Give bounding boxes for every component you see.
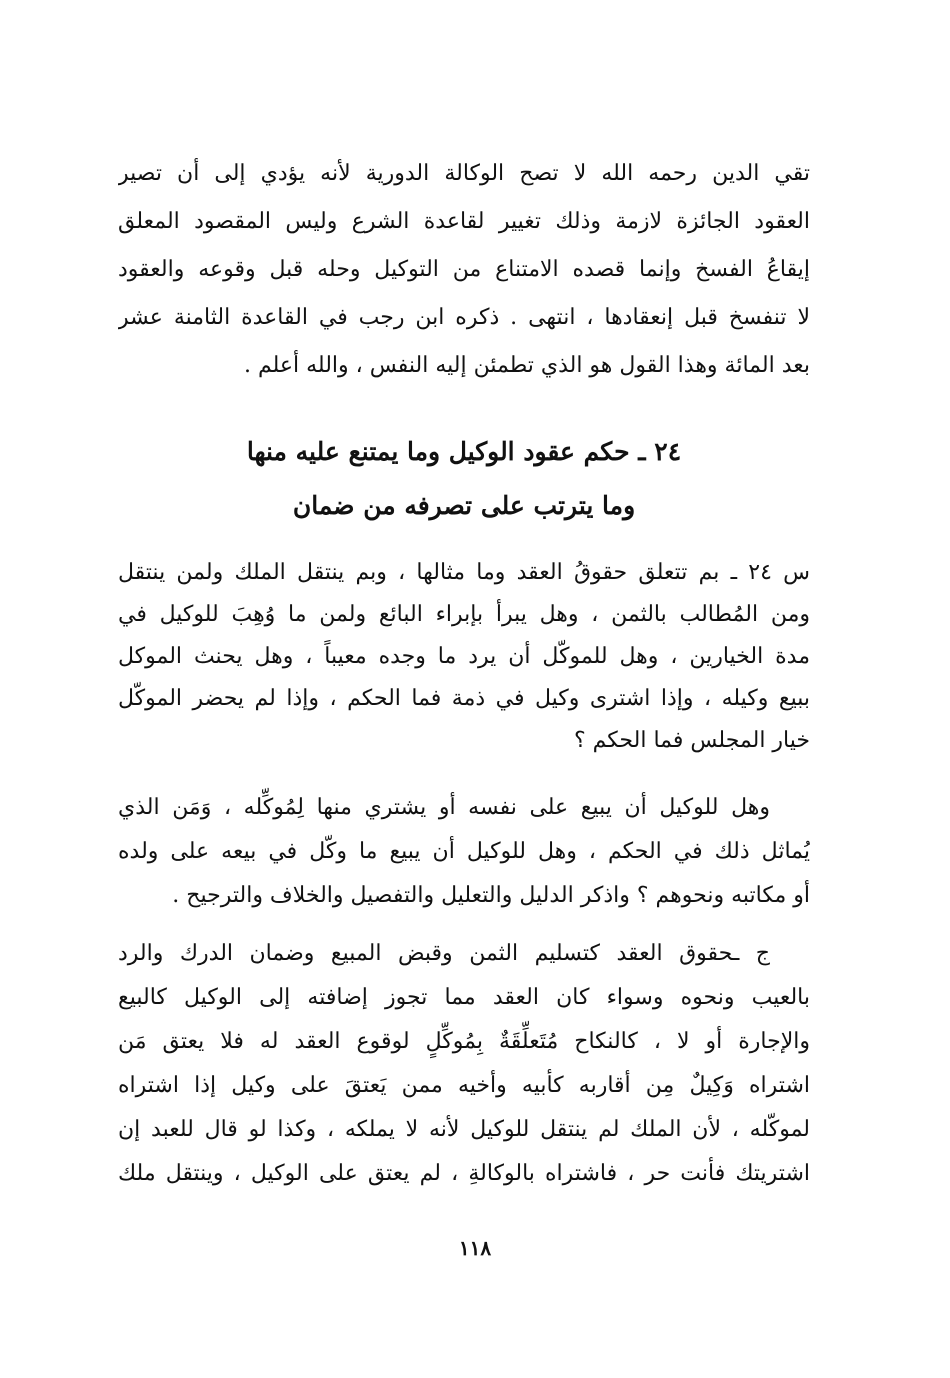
text-line: بعد المائة وهذا القول هو الذي تطمئن إليه النفس ، والله أعلم . [243,353,810,378]
section-heading-line-2: وما يترتب على تصرفه من ضمان [292,491,636,520]
text-line: ومن المُطالب بالثمن ، وهل يبرأ بإبراء البائع ولمن ما وُهِبَ للوكيل في [118,602,810,627]
text-line: بالعيب ونحوه وسواء كان العقد مما تجوز إضافته إلى الوكيل كالبيع [118,985,810,1010]
text-line: تقي الدين رحمه الله لا تصح الوكالة الدورية لأنه يؤدي إلى أن تصير [118,161,810,186]
text-line: يُماثل ذلك في الحكم ، وهل للوكيل أن يبيع ما وكّل في بيعه على ولده [118,839,810,864]
text-line: العقود الجائزة لازمة وذلك تغيير لقاعدة الشرع وليس المقصود المعلق [118,209,810,234]
question-continuation-paragraph [118,786,810,918]
text-line: س ٢٤ ـ بم تتعلق حقوقُ العقد وما مثالها ، وبم ينتقل الملك ولمن ينتقل [118,560,810,585]
paragraph-intro [118,150,810,390]
text-line: وهل للوكيل أن يبيع على نفسه أو يشتري منها لِمُوكِّله ، وَمَن الذي [118,795,770,820]
page-number: ١١٨ [458,1236,492,1260]
text-line: اشتريتك فأنت حر ، فاشتراه بالوكالةِ ، لم يعتق على الوكيل ، وينتقل ملك [118,1161,810,1186]
text-line: والإجارة أو لا ، كالنكاح مُتَعلِّقَةٌ بِمُوكِّلٍ لوقوع العقد له فلا يعتق مَن [118,1029,810,1054]
text-line: خيار المجلس فما الحكم ؟ [573,728,810,753]
text-line: أو مكاتبه ونحوهم ؟ واذكر الدليل والتعليل والتفصيل والخلاف والترجيح . [172,883,810,908]
text-line: ببيع وكيله ، وإذا اشترى وكيل في ذمة فما الحكم ، وإذا لم يحضر الموكّل [118,686,810,711]
text-line: مدة الخيارين ، وهل للموكّل أن يرد ما وجده معيباً ، وهل يحنث الموكل [118,644,810,669]
text-line: ج ـحقوق العقد كتسليم الثمن وقبض المبيع وضمان الدرك والرد [118,941,770,966]
text-line: إيقاعُ الفسخ وإنما قصده الامتناع من التوكيل وحله قبل وقوعه والعقود [118,257,810,282]
section-heading-line-1: ٢٤ ـ حكم عقود الوكيل وما يمتنع عليه منها [246,437,682,466]
question-paragraph [118,552,810,762]
text-line: اشتراه وَكِيلٌ مِن أقاربه كأبيه وأخيه ممن يَعتقَ على وكيل إذا اشتراه [118,1073,810,1098]
text-line: لا تنفسخ قبل إنعقادها ، انتهى . ذكره ابن رجب في القاعدة الثامنة عشر [118,305,810,330]
answer-paragraph [118,932,810,1196]
text-line: لموكّله ، لأن الملك لم ينتقل للوكيل لأنه لا يملكه ، وكذا لو قال للعبد إن [118,1117,810,1142]
